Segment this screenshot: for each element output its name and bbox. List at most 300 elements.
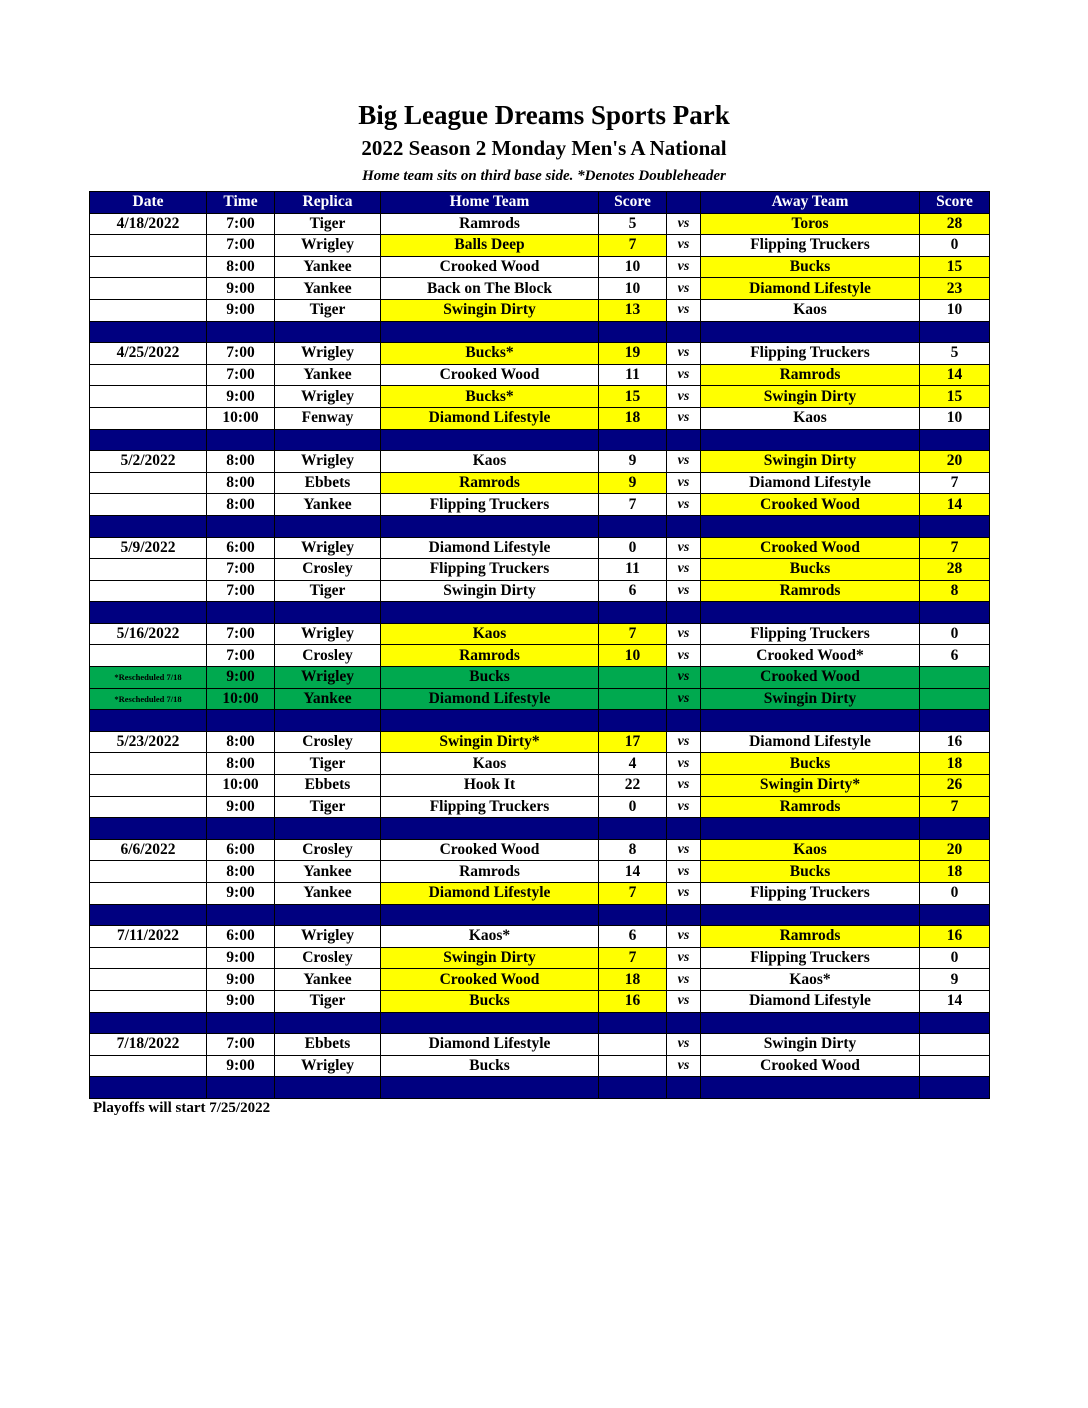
table-row	[90, 559, 990, 581]
home-team-cell: Hook It	[381, 775, 599, 797]
home-team-cell: Bucks	[381, 1055, 599, 1077]
replica-cell: Tiger	[275, 580, 381, 602]
away-score-cell: 16	[920, 926, 990, 948]
separator-cell	[275, 710, 381, 732]
away-score-cell: 15	[920, 386, 990, 408]
date-cell	[90, 472, 207, 494]
home-team-cell: Ramrods	[381, 213, 599, 235]
vs-cell: vs	[667, 667, 701, 689]
time-cell: 6:00	[207, 839, 275, 861]
separator-cell	[599, 515, 667, 537]
table-row	[90, 883, 990, 905]
home-score-cell: 9	[599, 472, 667, 494]
separator-cell	[381, 429, 599, 451]
replica-cell: Wrigley	[275, 386, 381, 408]
home-score-cell	[599, 688, 667, 710]
vs-cell: vs	[667, 299, 701, 321]
week-separator-row	[90, 904, 990, 926]
vs-cell: vs	[667, 494, 701, 516]
home-team-cell: Bucks*	[381, 386, 599, 408]
vs-cell: vs	[667, 839, 701, 861]
home-team-cell: Crooked Wood	[381, 364, 599, 386]
home-score-cell: 0	[599, 796, 667, 818]
away-score-cell: 23	[920, 278, 990, 300]
date-cell: *Rescheduled 7/18	[90, 667, 207, 689]
week-separator-row	[90, 818, 990, 840]
home-score-cell: 8	[599, 839, 667, 861]
date-cell: 5/9/2022	[90, 537, 207, 559]
away-score-cell: 9	[920, 969, 990, 991]
table-row	[90, 278, 990, 300]
table-row	[90, 753, 990, 775]
away-team-cell: Bucks	[701, 861, 920, 883]
replica-cell: Tiger	[275, 299, 381, 321]
away-score-cell: 28	[920, 559, 990, 581]
away-team-cell: Diamond Lifestyle	[701, 990, 920, 1012]
separator-cell	[381, 602, 599, 624]
away-score-cell: 7	[920, 472, 990, 494]
home-score-cell: 4	[599, 753, 667, 775]
separator-cell	[207, 321, 275, 343]
separator-cell	[90, 904, 207, 926]
time-cell: 10:00	[207, 775, 275, 797]
week-separator-row	[90, 602, 990, 624]
away-team-cell: Ramrods	[701, 796, 920, 818]
time-cell: 7:00	[207, 645, 275, 667]
home-team-cell: Crooked Wood	[381, 256, 599, 278]
away-team-cell: Flipping Truckers	[701, 883, 920, 905]
separator-cell	[667, 818, 701, 840]
separator-cell	[275, 904, 381, 926]
away-team-cell: Swingin Dirty	[701, 1034, 920, 1056]
home-team-cell: Kaos	[381, 753, 599, 775]
table-row	[90, 451, 990, 473]
separator-cell	[90, 429, 207, 451]
separator-cell	[207, 515, 275, 537]
separator-cell	[275, 515, 381, 537]
vs-cell: vs	[667, 990, 701, 1012]
home-team-cell: Flipping Truckers	[381, 494, 599, 516]
time-cell: 8:00	[207, 256, 275, 278]
home-team-cell: Kaos	[381, 623, 599, 645]
home-team-cell: Swingin Dirty*	[381, 731, 599, 753]
vs-cell: vs	[667, 861, 701, 883]
away-score-cell	[920, 688, 990, 710]
home-team-cell: Flipping Truckers	[381, 796, 599, 818]
away-score-cell: 28	[920, 213, 990, 235]
replica-cell: Yankee	[275, 861, 381, 883]
home-score-cell: 16	[599, 990, 667, 1012]
away-team-cell: Kaos	[701, 407, 920, 429]
vs-cell: vs	[667, 969, 701, 991]
table-row	[90, 386, 990, 408]
home-team-cell: Swingin Dirty	[381, 299, 599, 321]
time-cell: 8:00	[207, 731, 275, 753]
table-row	[90, 256, 990, 278]
replica-cell: Wrigley	[275, 235, 381, 257]
separator-cell	[599, 818, 667, 840]
separator-cell	[667, 321, 701, 343]
home-score-cell: 11	[599, 364, 667, 386]
away-score-cell: 16	[920, 731, 990, 753]
home-team-cell: Swingin Dirty	[381, 947, 599, 969]
table-row	[90, 213, 990, 235]
separator-cell	[599, 710, 667, 732]
away-team-cell: Crooked Wood	[701, 1055, 920, 1077]
column-header-replica: Replica	[275, 192, 381, 214]
away-team-cell: Ramrods	[701, 364, 920, 386]
away-team-cell: Swingin Dirty	[701, 688, 920, 710]
table-row	[90, 775, 990, 797]
date-cell	[90, 969, 207, 991]
away-team-cell: Crooked Wood	[701, 494, 920, 516]
table-row	[90, 235, 990, 257]
away-team-cell: Kaos	[701, 839, 920, 861]
home-score-cell: 10	[599, 645, 667, 667]
separator-cell	[599, 1077, 667, 1099]
time-cell: 6:00	[207, 926, 275, 948]
away-score-cell: 14	[920, 364, 990, 386]
separator-cell	[701, 1012, 920, 1034]
replica-cell: Yankee	[275, 688, 381, 710]
table-row	[90, 667, 990, 689]
home-score-cell: 13	[599, 299, 667, 321]
away-score-cell: 8	[920, 580, 990, 602]
separator-cell	[381, 710, 599, 732]
table-row	[90, 688, 990, 710]
date-cell	[90, 256, 207, 278]
replica-cell: Yankee	[275, 883, 381, 905]
vs-cell: vs	[667, 1034, 701, 1056]
page-subtitle: 2022 Season 2 Monday Men's A National	[361, 136, 727, 160]
home-team-cell: Flipping Truckers	[381, 559, 599, 581]
time-cell: 9:00	[207, 883, 275, 905]
home-team-cell: Kaos*	[381, 926, 599, 948]
date-cell	[90, 580, 207, 602]
replica-cell: Ebbets	[275, 472, 381, 494]
column-header-home-team: Home Team	[381, 192, 599, 214]
away-team-cell: Diamond Lifestyle	[701, 731, 920, 753]
week-separator-row	[90, 710, 990, 732]
away-score-cell: 6	[920, 645, 990, 667]
home-score-cell: 19	[599, 343, 667, 365]
away-score-cell: 18	[920, 753, 990, 775]
replica-cell: Fenway	[275, 407, 381, 429]
separator-cell	[701, 321, 920, 343]
away-score-cell: 10	[920, 299, 990, 321]
separator-cell	[701, 818, 920, 840]
separator-cell	[920, 710, 990, 732]
date-cell	[90, 645, 207, 667]
away-team-cell: Swingin Dirty	[701, 386, 920, 408]
home-score-cell: 10	[599, 256, 667, 278]
time-cell: 7:00	[207, 1034, 275, 1056]
separator-cell	[207, 818, 275, 840]
replica-cell: Crosley	[275, 731, 381, 753]
date-cell	[90, 990, 207, 1012]
time-cell: 10:00	[207, 407, 275, 429]
table-row	[90, 537, 990, 559]
date-cell	[90, 883, 207, 905]
home-team-cell: Bucks	[381, 667, 599, 689]
vs-cell: vs	[667, 731, 701, 753]
replica-cell: Yankee	[275, 256, 381, 278]
time-cell: 7:00	[207, 343, 275, 365]
away-team-cell: Crooked Wood	[701, 537, 920, 559]
separator-cell	[920, 321, 990, 343]
home-team-cell: Ramrods	[381, 645, 599, 667]
date-cell	[90, 494, 207, 516]
separator-cell	[599, 904, 667, 926]
page-title: Big League Dreams Sports Park	[358, 100, 730, 130]
time-cell: 10:00	[207, 688, 275, 710]
separator-cell	[920, 1012, 990, 1034]
table-row	[90, 472, 990, 494]
separator-cell	[701, 710, 920, 732]
away-score-cell: 0	[920, 623, 990, 645]
vs-cell: vs	[667, 472, 701, 494]
separator-cell	[207, 1077, 275, 1099]
vs-cell: vs	[667, 883, 701, 905]
replica-cell: Crosley	[275, 839, 381, 861]
away-team-cell: Flipping Truckers	[701, 623, 920, 645]
separator-cell	[599, 1012, 667, 1034]
separator-cell	[667, 710, 701, 732]
table-row	[90, 969, 990, 991]
table-header-row	[90, 192, 990, 214]
away-score-cell: 18	[920, 861, 990, 883]
away-team-cell: Toros	[701, 213, 920, 235]
separator-cell	[275, 1012, 381, 1034]
date-cell: 4/18/2022	[90, 213, 207, 235]
vs-cell: vs	[667, 926, 701, 948]
replica-cell: Crosley	[275, 559, 381, 581]
replica-cell: Yankee	[275, 364, 381, 386]
away-team-cell: Bucks	[701, 559, 920, 581]
table-row	[90, 731, 990, 753]
table-row	[90, 1034, 990, 1056]
separator-cell	[90, 818, 207, 840]
home-team-cell: Ramrods	[381, 472, 599, 494]
time-cell: 7:00	[207, 580, 275, 602]
vs-cell: vs	[667, 407, 701, 429]
vs-cell: vs	[667, 559, 701, 581]
home-team-cell: Diamond Lifestyle	[381, 883, 599, 905]
separator-cell	[599, 321, 667, 343]
separator-cell	[599, 429, 667, 451]
separator-cell	[90, 1077, 207, 1099]
away-score-cell: 14	[920, 494, 990, 516]
separator-cell	[275, 321, 381, 343]
home-score-cell: 7	[599, 883, 667, 905]
schedule-note: Home team sits on third base side. *Denotes Doubleheader	[362, 168, 726, 184]
time-cell: 7:00	[207, 559, 275, 581]
separator-cell	[207, 429, 275, 451]
away-score-cell: 0	[920, 883, 990, 905]
separator-cell	[275, 429, 381, 451]
time-cell: 7:00	[207, 213, 275, 235]
separator-cell	[920, 904, 990, 926]
home-score-cell: 10	[599, 278, 667, 300]
separator-cell	[920, 602, 990, 624]
away-team-cell: Flipping Truckers	[701, 343, 920, 365]
date-cell	[90, 1055, 207, 1077]
home-score-cell: 6	[599, 580, 667, 602]
table-row	[90, 839, 990, 861]
separator-cell	[381, 818, 599, 840]
week-separator-row	[90, 321, 990, 343]
table-row	[90, 947, 990, 969]
separator-cell	[275, 1077, 381, 1099]
vs-cell: vs	[667, 256, 701, 278]
home-team-cell: Diamond Lifestyle	[381, 537, 599, 559]
away-team-cell: Crooked Wood	[701, 667, 920, 689]
away-team-cell: Bucks	[701, 753, 920, 775]
home-score-cell: 11	[599, 559, 667, 581]
separator-cell	[207, 710, 275, 732]
home-score-cell: 0	[599, 537, 667, 559]
date-cell: 7/11/2022	[90, 926, 207, 948]
separator-cell	[90, 602, 207, 624]
away-team-cell: Swingin Dirty	[701, 451, 920, 473]
separator-cell	[207, 602, 275, 624]
away-team-cell: Ramrods	[701, 926, 920, 948]
date-cell	[90, 861, 207, 883]
home-score-cell: 17	[599, 731, 667, 753]
away-score-cell: 7	[920, 537, 990, 559]
date-cell	[90, 235, 207, 257]
away-team-cell: Flipping Truckers	[701, 235, 920, 257]
date-cell: 4/25/2022	[90, 343, 207, 365]
date-cell	[90, 775, 207, 797]
vs-cell: vs	[667, 580, 701, 602]
home-score-cell: 7	[599, 494, 667, 516]
home-score-cell: 9	[599, 451, 667, 473]
replica-cell: Tiger	[275, 990, 381, 1012]
home-team-cell: Back on The Block	[381, 278, 599, 300]
separator-cell	[701, 429, 920, 451]
home-score-cell	[599, 1034, 667, 1056]
table-row	[90, 343, 990, 365]
away-team-cell: Kaos*	[701, 969, 920, 991]
week-separator-row	[90, 1012, 990, 1034]
home-team-cell: Diamond Lifestyle	[381, 1034, 599, 1056]
week-separator-row	[90, 429, 990, 451]
column-header-date: Date	[90, 192, 207, 214]
separator-cell	[667, 429, 701, 451]
separator-cell	[90, 321, 207, 343]
vs-cell: vs	[667, 278, 701, 300]
away-score-cell: 20	[920, 451, 990, 473]
away-team-cell: Diamond Lifestyle	[701, 472, 920, 494]
separator-cell	[599, 602, 667, 624]
vs-cell: vs	[667, 775, 701, 797]
time-cell: 9:00	[207, 969, 275, 991]
vs-cell: vs	[667, 537, 701, 559]
separator-cell	[701, 904, 920, 926]
time-cell: 9:00	[207, 1055, 275, 1077]
time-cell: 9:00	[207, 278, 275, 300]
away-score-cell: 5	[920, 343, 990, 365]
separator-cell	[90, 710, 207, 732]
separator-cell	[381, 1077, 599, 1099]
away-team-cell: Kaos	[701, 299, 920, 321]
vs-cell: vs	[667, 213, 701, 235]
home-score-cell: 18	[599, 969, 667, 991]
replica-cell: Ebbets	[275, 1034, 381, 1056]
separator-cell	[90, 515, 207, 537]
separator-cell	[701, 515, 920, 537]
separator-cell	[667, 904, 701, 926]
vs-cell: vs	[667, 235, 701, 257]
home-team-cell: Diamond Lifestyle	[381, 407, 599, 429]
separator-cell	[667, 1012, 701, 1034]
table-row	[90, 1055, 990, 1077]
week-separator-row	[90, 1077, 990, 1099]
home-score-cell: 7	[599, 947, 667, 969]
table-row	[90, 623, 990, 645]
table-row	[90, 364, 990, 386]
table-row	[90, 796, 990, 818]
schedule-body	[90, 213, 990, 1098]
date-cell	[90, 559, 207, 581]
home-score-cell: 7	[599, 235, 667, 257]
replica-cell: Wrigley	[275, 451, 381, 473]
date-cell	[90, 796, 207, 818]
time-cell: 7:00	[207, 364, 275, 386]
time-cell: 8:00	[207, 753, 275, 775]
home-score-cell: 14	[599, 861, 667, 883]
date-cell	[90, 278, 207, 300]
time-cell: 7:00	[207, 623, 275, 645]
date-cell	[90, 407, 207, 429]
separator-cell	[381, 904, 599, 926]
home-team-cell: Ramrods	[381, 861, 599, 883]
table-row	[90, 645, 990, 667]
replica-cell: Crosley	[275, 645, 381, 667]
column-header-home-score: Score	[599, 192, 667, 214]
column-header-away-score: Score	[920, 192, 990, 214]
time-cell: 9:00	[207, 386, 275, 408]
column-header-vs	[667, 192, 701, 214]
replica-cell: Wrigley	[275, 667, 381, 689]
date-cell: 7/18/2022	[90, 1034, 207, 1056]
separator-cell	[667, 602, 701, 624]
vs-cell: vs	[667, 645, 701, 667]
date-cell: *Rescheduled 7/18	[90, 688, 207, 710]
replica-cell: Yankee	[275, 494, 381, 516]
separator-cell	[920, 1077, 990, 1099]
replica-cell: Crosley	[275, 947, 381, 969]
away-score-cell	[920, 1034, 990, 1056]
table-row	[90, 580, 990, 602]
vs-cell: vs	[667, 753, 701, 775]
table-row	[90, 299, 990, 321]
replica-cell: Tiger	[275, 753, 381, 775]
time-cell: 7:00	[207, 235, 275, 257]
home-team-cell: Diamond Lifestyle	[381, 688, 599, 710]
table-row	[90, 861, 990, 883]
time-cell: 9:00	[207, 947, 275, 969]
vs-cell: vs	[667, 1055, 701, 1077]
home-team-cell: Kaos	[381, 451, 599, 473]
replica-cell: Yankee	[275, 278, 381, 300]
time-cell: 9:00	[207, 299, 275, 321]
separator-cell	[381, 1012, 599, 1034]
column-header-time: Time	[207, 192, 275, 214]
away-team-cell: Flipping Truckers	[701, 947, 920, 969]
separator-cell	[920, 818, 990, 840]
